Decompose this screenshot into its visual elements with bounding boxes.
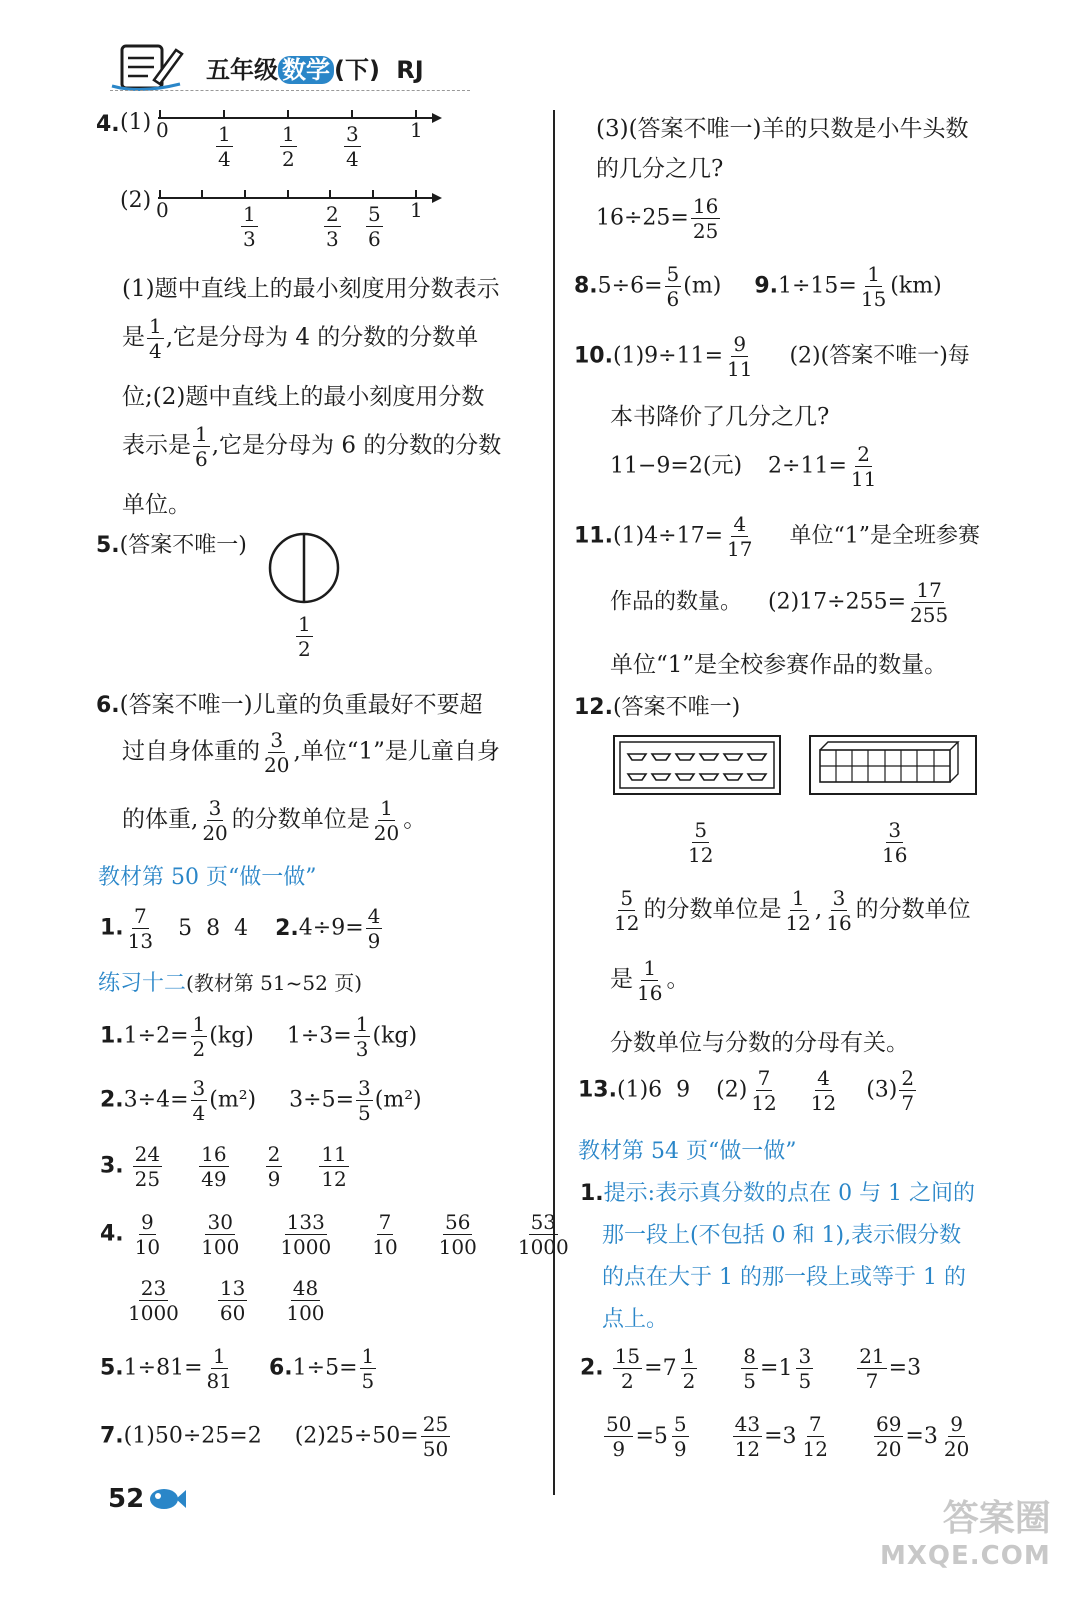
e11-line-3: 单位“1”是全校参赛作品的数量。 bbox=[610, 652, 948, 678]
s54-q1-line-4: 点上。 bbox=[602, 1307, 669, 1332]
e2-line: 2.3÷4= $\frac{3}{4}$ (m²) 3÷5= $\frac{3}{5}$ (m²) bbox=[100, 1076, 422, 1125]
e12-line-3: 分数单位与分数的分母有关。 bbox=[610, 1030, 909, 1056]
nl1-zero: 0 bbox=[156, 118, 169, 142]
q4-text-3: 位;(2)题中直线上的最小刻度用分数 bbox=[122, 384, 485, 410]
q4-label: 4. bbox=[96, 112, 120, 137]
nl2-zero: 0 bbox=[156, 198, 169, 222]
q6-line-1: 6.(答案不唯一)儿童的负重最好不要超 bbox=[96, 692, 483, 718]
e10-line-1: 10.(1)9÷11= $\frac{9}{11}$ (2)(答案不唯一)每 bbox=[574, 332, 970, 381]
watermark: 答案圈 MXQE.COM bbox=[880, 1498, 1051, 1571]
e4-row-2: $\frac{23}{1000}$ $\frac{13}{60}$ $\frac{48}{100}$ bbox=[128, 1276, 325, 1325]
s54-q1-line-3: 的点在大于 1 的那一段上或等于 1 的 bbox=[602, 1265, 966, 1290]
q4-text-4: 表示是 $\frac{1}{6}$ ,它是分母为 6 的分数的分数 bbox=[122, 422, 502, 471]
notebook-pencil-icon bbox=[110, 40, 190, 92]
s54-q1-line-2: 那一段上(不包括 0 和 1),表示假分数 bbox=[602, 1223, 962, 1248]
nl2-mark-2: $\frac{2}{3}$ bbox=[326, 202, 339, 251]
exercise-12-title: 练习十二(教材第 51~52 页) bbox=[98, 971, 362, 996]
e3-line: 3. $\frac{24}{25}$ $\frac{16}{49}$ $\frac{2}{9}$ $\frac{11}{12}$ bbox=[100, 1142, 347, 1191]
q4-text-2: 是 $\frac{1}{4}$ ,它是分母为 4 的分数的分数单 bbox=[122, 314, 479, 363]
q4-part1: (1) bbox=[120, 110, 152, 135]
circle-half-diagram bbox=[264, 530, 344, 610]
number-line-2 bbox=[150, 184, 450, 256]
q6-line-2: 过自身体重的 $\frac{3}{20}$ ,单位“1”是儿童自身 bbox=[122, 728, 500, 777]
e12-line-2: 是 $\frac{1}{16}$ 。 bbox=[610, 956, 690, 1005]
e12-fraction-2: $\frac{3}{16}$ bbox=[882, 818, 908, 867]
nl2-mark-3: $\frac{5}{6}$ bbox=[368, 202, 381, 251]
section-title-p54: 教材第 54 页“做一做” bbox=[578, 1139, 797, 1164]
e7-part3-line-3: 16÷25= $\frac{16}{25}$ bbox=[596, 194, 719, 243]
s54-q2-row-2: $\frac{50}{9}$ = 5 $\frac{5}{9}$ $\frac{43}{12}$ = 3 $\frac{7}{12}$ $\frac{69}{20}$ = 3 $\frac{9}{20}$ bbox=[606, 1412, 970, 1461]
q4-text-5: 单位。 bbox=[122, 492, 191, 518]
nl1-mark-1: $\frac{1}{4}$ bbox=[218, 122, 231, 171]
e4-row-1: 4. $\frac{9}{10}$ $\frac{30}{100}$ $\frac{133}{1000}$ $\frac{7}{10}$ $\frac{56}{100}$ $\frac{53}{1000}$ bbox=[100, 1210, 569, 1259]
header bbox=[110, 40, 470, 92]
e10-line-2: 本书降价了几分之几? bbox=[610, 404, 830, 430]
number-line-1 bbox=[150, 104, 450, 176]
e12-fraction-1: $\frac{5}{12}$ bbox=[688, 818, 714, 867]
s50-q1: 1. $\frac{7}{13}$ 5 8 4 2.4÷9= $\frac{4}{9}$ bbox=[100, 904, 381, 953]
page-number: 52 bbox=[108, 1484, 145, 1514]
nl1-one: 1 bbox=[410, 118, 423, 142]
nl2-one: 1 bbox=[410, 198, 423, 222]
grade-label: 五年级 bbox=[206, 56, 278, 84]
column-divider bbox=[553, 110, 555, 1495]
e12-label: 12.(答案不唯一) bbox=[574, 695, 741, 720]
e12-line-1: $\frac{5}{12}$ 的分数单位是 $\frac{1}{12}$ , $\frac{3}{16}$ 的分数单位 bbox=[614, 886, 971, 935]
e10-line-3: 11−9=2(元) 2÷11= $\frac{2}{11}$ bbox=[610, 442, 877, 491]
q4-part2: (2) bbox=[120, 188, 152, 213]
e1-line: 1.1÷2= $\frac{1}{2}$ (kg) 1÷3= $\frac{1}{3}$ (kg) bbox=[100, 1012, 418, 1061]
e7-line: 7.(1)50÷25=2 (2)25÷50= $\frac{25}{50}$ bbox=[100, 1412, 449, 1461]
e7-part3-line-1: (3)(答案不唯一)羊的只数是小牛头数 bbox=[596, 116, 969, 142]
s54-q1-line-1: 1.提示:表示真分数的点在 0 与 1 之间的 bbox=[580, 1181, 976, 1206]
e13-line: 13.(1)6 9 (2) $\frac{7}{12}$ $\frac{4}{12}$ (3) $\frac{2}{7}$ bbox=[578, 1066, 915, 1115]
nl2-mark-1: $\frac{1}{3}$ bbox=[243, 202, 256, 251]
boats-diagram bbox=[612, 734, 782, 796]
header-underline bbox=[110, 90, 470, 91]
nl1-mark-2: $\frac{1}{2}$ bbox=[282, 122, 295, 171]
q6-line-3: 的体重, $\frac{3}{20}$ 的分数单位是 $\frac{1}{20}$ 。 bbox=[122, 796, 427, 845]
e5-e6-line: 5.1÷81= $\frac{1}{81}$ 6.1÷5= $\frac{1}{5}$ bbox=[100, 1344, 375, 1393]
page-number-badge bbox=[100, 1480, 200, 1520]
e11-line-2: 作品的数量。 (2)17÷255= $\frac{17}{255}$ bbox=[610, 578, 949, 627]
q5-line: 5.(答案不唯一) bbox=[96, 533, 247, 558]
e8-e9-line: 8.5÷6= $\frac{5}{6}$ (m) 9.1÷15= $\frac{1}{15}$ (km) bbox=[574, 262, 942, 311]
subject-label: 数学 bbox=[278, 56, 334, 84]
s54-q2-row-1: 2. $\frac{15}{2}$ = 7 $\frac{1}{2}$ $\frac{8}{5}$ = 1 $\frac{3}{5}$ $\frac{21}{7}$ =3 bbox=[580, 1344, 922, 1393]
q5-fraction: $\frac{1}{2}$ bbox=[298, 612, 311, 661]
grade-volume: (下) bbox=[334, 56, 380, 84]
q4-text-1: (1)题中直线上的最小刻度用分数表示 bbox=[122, 276, 500, 302]
nl1-mark-3: $\frac{3}{4}$ bbox=[346, 122, 359, 171]
section-title-p50: 教材第 50 页“做一做” bbox=[98, 865, 317, 890]
edition-label: RJ bbox=[396, 56, 424, 84]
fish-mascot-icon bbox=[146, 1484, 186, 1514]
grid-block-diagram bbox=[808, 734, 978, 796]
e7-part3-line-2: 的几分之几? bbox=[596, 156, 724, 182]
e11-line-1: 11.(1)4÷17= $\frac{4}{17}$ 单位“1”是全班参赛 bbox=[574, 512, 980, 561]
